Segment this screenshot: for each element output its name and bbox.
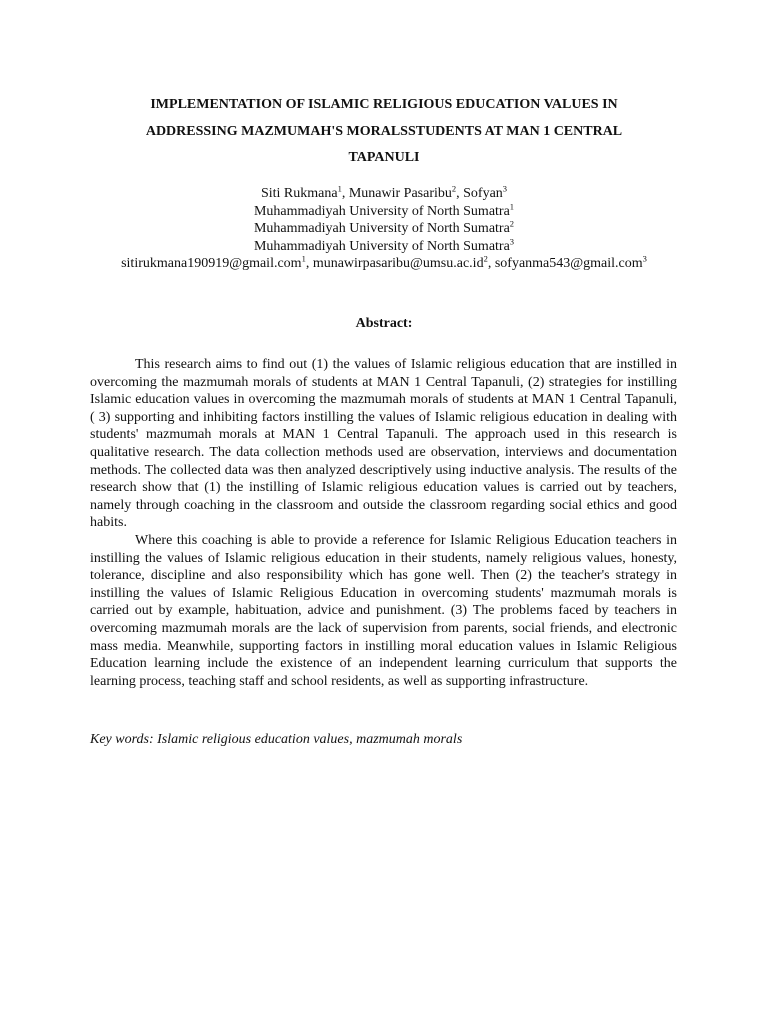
email-list (60, 255, 708, 273)
affiliation (60, 235, 708, 256)
affiliation-text: Muhammadiyah University of North Sumatra (253, 238, 510, 254)
affiliation-mark: 3 (509, 235, 515, 246)
author-affiliation-mark: 1 (337, 183, 342, 194)
author-list (60, 185, 708, 203)
affiliation (60, 220, 708, 238)
affiliation-text: Muhammadiyah University of North Sumatra (253, 203, 510, 219)
separator: , (456, 186, 464, 201)
email-mark: 2 (483, 253, 488, 264)
email-mark: 1 (301, 253, 306, 264)
author-name: Munawir Pasaribu (348, 186, 452, 201)
email: munawirpasaribu@umsu.ac.id (312, 256, 484, 271)
author-name: Sofyan (463, 186, 503, 201)
author-affiliation-mark: 3 (502, 183, 508, 194)
email-mark: 3 (642, 253, 647, 264)
title-line: ADDRESSING MAZMUMAH'S MORALSSTUDENTS AT MAN 1 CENTRAL (145, 123, 623, 139)
abstract-body (90, 356, 677, 690)
separator: , (305, 256, 313, 271)
separator: , (487, 256, 495, 271)
email: sofyanma543@gmail.com (494, 256, 643, 271)
affiliation (60, 200, 708, 221)
paper-title (100, 92, 668, 172)
affiliation-mark: 2 (509, 218, 515, 229)
author-info (60, 185, 708, 273)
abstract-heading: Abstract: (355, 316, 413, 331)
title-line: IMPLEMENTATION OF ISLAMIC RELIGIOUS EDUCATION VALUES IN (150, 97, 618, 112)
abstract-paragraph: Where this coaching is able to provide a reference for Islamic Religious Education teachers in instilling the values of Islamic religious education in their students, namely religious values, honesty, tolerance, discipline and also responsibility which has gone well. Then (2) the teacher's strategy in instilling the values of Islamic Religious Education in overcoming students' mazmumah morals is carried out by example, habituation, advice and punishment. (3) The problems faced by teachers in overcoming mazmumah morals are the lack of supervision from parents, social friends, and electronic mass media. Meanwhile, supporting factors in instilling moral education values in Islamic Religious Education learning include the existence of an independent learning curriculum that supports the learning process, teaching staff and school residents, as well as supporting infrastructure. (90, 532, 677, 689)
abstract-paragraph: This research aims to find out (1) the values of Islamic religious education that are instilled in overcoming the mazmumah morals of students at MAN 1 Central Tapanuli, (2) strategies for instilling Islamic education values in overcoming the mazmumah morals of students at MAN 1 Central Tapanuli, ( 3) supporting and inhibiting factors instilling the values of Islamic religious education in dealing with students' mazmumah morals at MAN 1 Central Tapanuli. The approach used in this research is qualitative research. The data collection methods used are observation, interviews and documentation methods. The collected data was then analyzed descriptively using inductive analysis. The results of the research show that (1) the instilling of Islamic religious education values is carried out by teachers, namely through coaching in the classroom and outside the classroom regarding social ethics and good habits. (90, 357, 677, 531)
author-name: Siti Rukmana (260, 186, 338, 201)
email: sitirukmana190919@gmail.com (121, 256, 302, 271)
author-affiliation-mark: 2 (451, 183, 457, 194)
affiliation-mark: 1 (509, 200, 515, 211)
affiliation-text: Muhammadiyah University of North Sumatra (253, 221, 510, 236)
keywords: Key words: Islamic religious education values, mazmumah morals (90, 732, 463, 747)
separator: , (341, 186, 349, 201)
title-line: TAPANULI (348, 150, 420, 165)
